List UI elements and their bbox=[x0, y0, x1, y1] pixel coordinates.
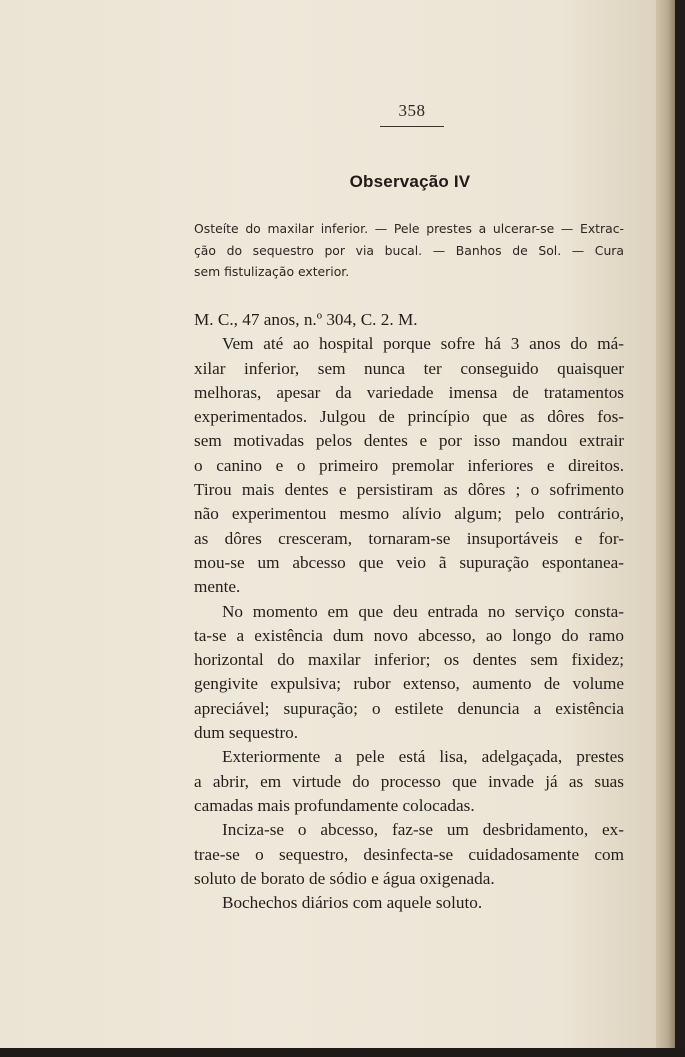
page-number: 358 bbox=[398, 101, 426, 120]
body-line: horizontal do maxilar inferior; os dentes sem fixidez; bbox=[194, 650, 624, 670]
body-line: não experimentou mesmo alívio algum; pelo contrário, bbox=[194, 504, 624, 524]
summary-line: Osteíte do maxilar inferior. — Pele prestes a ulcerar-se — Extrac- bbox=[194, 221, 624, 236]
body-line: trae-se o sequestro, desinfecta-se cuidadosamente com bbox=[194, 844, 624, 864]
body-line: Bochechos diários com aquele soluto. bbox=[222, 893, 483, 913]
page-number-rule bbox=[380, 126, 444, 127]
case-body bbox=[194, 308, 624, 915]
section-heading: Observação IV bbox=[349, 172, 471, 191]
body-line: sem motivadas pelos dentes e por isso mandou extrair bbox=[194, 431, 624, 451]
body-line: a abrir, em virtude do processo que invade já as suas bbox=[194, 771, 624, 791]
body-line: Vem até ao hospital porque sofre há 3 anos do má- bbox=[222, 334, 624, 354]
body-line: xilar inferior, sem nunca ter conseguido quaisquer bbox=[194, 358, 624, 378]
body-line: Tirou mais dentes e persistiram as dôres ; o sofrimento bbox=[194, 480, 624, 500]
summary-line: sem fistulização exterior. bbox=[194, 264, 350, 279]
body-line: experimentados. Julgou de princípio que as dôres fos- bbox=[194, 407, 624, 427]
case-summary bbox=[194, 218, 624, 283]
body-line: Exteriormente a pele está lisa, adelgaçada, prestes bbox=[222, 747, 624, 767]
book-edge bbox=[656, 0, 685, 1057]
body-line: dum sequestro. bbox=[194, 723, 299, 743]
body-line: ta-se a existência dum novo abcesso, ao longo do ramo bbox=[194, 625, 624, 645]
body-line: camadas mais profundamente colocadas. bbox=[194, 795, 475, 815]
body-line: apreciável; supuração; o estilete denuncia a existência bbox=[194, 698, 624, 718]
body-line: as dôres cresceram, tornaram-se insuportáveis e for- bbox=[194, 528, 624, 548]
body-line: mente. bbox=[194, 577, 241, 597]
bottom-shadow bbox=[0, 1048, 685, 1057]
summary-line: ção do sequestro por via bucal. — Banhos de Sol. — Cura bbox=[194, 242, 624, 258]
patient-id-line: M. C., 47 anos, n.º 304, C. 2. M. bbox=[194, 310, 418, 329]
body-line: No momento em que deu entrada no serviço consta- bbox=[222, 601, 624, 621]
body-line: Inciza-se o abcesso, faz-se um desbridamento, ex- bbox=[222, 820, 624, 840]
body-line: o canino e o primeiro premolar inferiores e direitos. bbox=[194, 455, 624, 475]
body-line: gengivite expulsiva; rubor extenso, aumento de volume bbox=[194, 674, 624, 694]
body-line: melhoras, apesar da variedade imensa de tratamentos bbox=[194, 382, 624, 402]
body-line: mou-se um abcesso que veio ã supuração espontanea- bbox=[194, 552, 624, 572]
body-line: soluto de borato de sódio e água oxigenada. bbox=[194, 868, 495, 888]
